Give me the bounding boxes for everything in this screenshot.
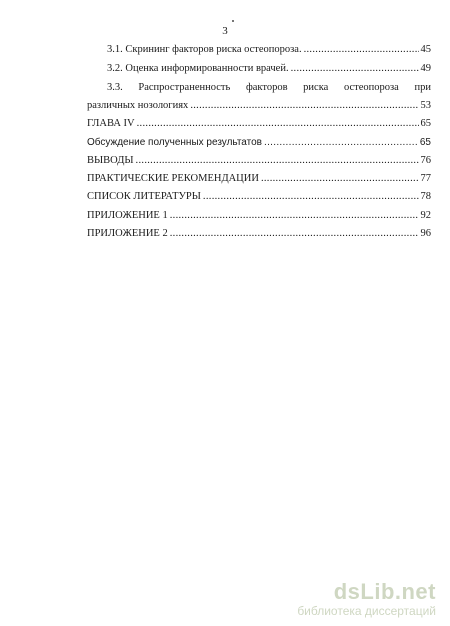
- toc-entry-page: 53: [420, 100, 431, 111]
- toc-leader-dots: [170, 227, 419, 240]
- toc-leader-dots: [203, 190, 419, 203]
- toc-word: остеопороза: [343, 82, 399, 93]
- toc-entry-appendix-2: [87, 227, 431, 240]
- toc-entry-page: 77: [420, 173, 431, 184]
- toc-entry-label: 3.2. Оценка информированности врачей.: [107, 63, 289, 74]
- toc-entry-page: 96: [420, 228, 431, 239]
- toc-entry-conclusions: [87, 154, 431, 167]
- watermark-subtitle: библиотека диссертаций: [297, 604, 436, 618]
- toc-entry-label: различных нозологиях: [87, 100, 189, 111]
- toc-leader-dots: [136, 154, 419, 167]
- toc-entry-3-3-line2: [87, 99, 431, 112]
- toc-word: 3.3.: [107, 82, 123, 93]
- toc-entry-page: 76: [420, 155, 431, 166]
- toc-entry-label: ПРИЛОЖЕНИЕ 2: [87, 228, 168, 239]
- toc-entry-label: ГЛАВА IV: [87, 118, 135, 129]
- watermark: [297, 580, 436, 618]
- toc-leader-dots: [170, 209, 419, 222]
- toc-leader-dots: [291, 62, 419, 75]
- toc-leader-dots: [190, 99, 418, 112]
- toc-word: факторов: [245, 82, 288, 93]
- toc-entry-label: Обсуждение полученных результатов: [87, 137, 262, 148]
- toc-entry-page: 65: [419, 137, 431, 148]
- toc-word: при: [414, 82, 431, 93]
- toc-entry-3-1: [107, 43, 431, 56]
- toc-entry-recommendations: [87, 172, 431, 185]
- toc-entry-3-2: [107, 62, 431, 75]
- toc-entry-page: 45: [420, 44, 431, 55]
- toc-leader-dots: [261, 172, 419, 185]
- toc-leader-dots: [304, 43, 419, 56]
- toc-word: Распространенность: [138, 82, 231, 93]
- page-number: 3: [222, 25, 228, 37]
- toc-word: риска: [303, 82, 329, 93]
- toc-entry-references: [87, 190, 431, 203]
- toc-entry-label: ПРИЛОЖЕНИЕ 1: [87, 210, 168, 221]
- toc-entry-appendix-1: [87, 209, 431, 222]
- toc-leader-dots: [137, 117, 419, 130]
- toc-entry-3-3-line1: [107, 81, 431, 94]
- toc-entry-page: 92: [420, 210, 431, 221]
- watermark-brand: dsLib.net: [333, 579, 436, 604]
- toc-entry-page: 78: [420, 191, 431, 202]
- toc-entry-label: СПИСОК ЛИТЕРАТУРЫ: [87, 191, 201, 202]
- toc-entry-label: 3.1. Скрининг факторов риска остеопороза.: [107, 44, 302, 55]
- toc-entry-chapter-4: [87, 117, 431, 130]
- toc-entry-page: 65: [420, 118, 431, 129]
- toc-entry-label: ПРАКТИЧЕСКИЕ РЕКОМЕНДАЦИИ: [87, 173, 259, 184]
- toc-entry-page: 49: [420, 63, 431, 74]
- toc-leader-dots: [264, 136, 418, 149]
- toc-entry-label: ВЫВОДЫ: [87, 155, 134, 166]
- toc-entry-discussion: [87, 136, 431, 149]
- scan-speck: [232, 20, 234, 22]
